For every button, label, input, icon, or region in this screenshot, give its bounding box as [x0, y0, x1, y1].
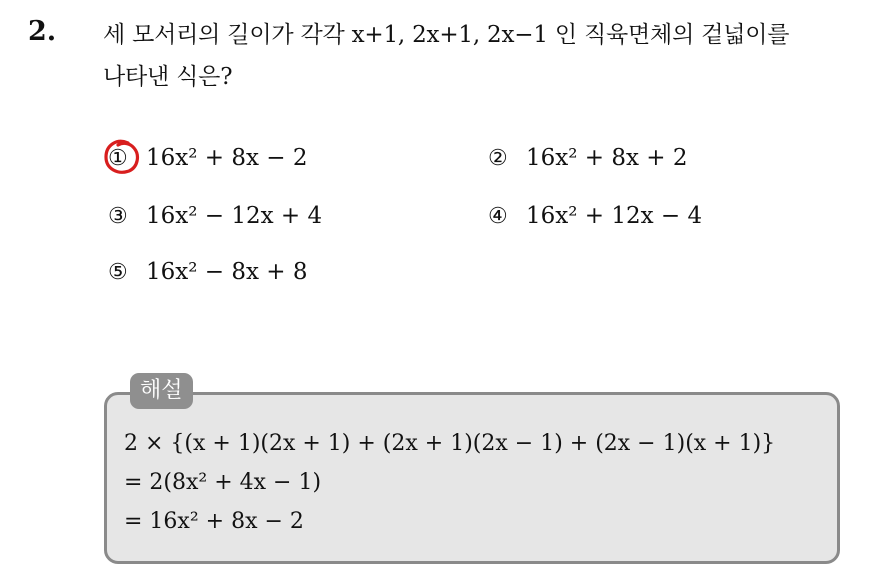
choice-5-expression: 16x² − 8x + 8 [146, 259, 308, 285]
question-text-line-2: 나타낸 식은? [103, 64, 233, 90]
choice-4-expression: 16x² + 12x − 4 [526, 203, 703, 229]
question-text [103, 14, 873, 98]
solution-line-1: 2 × {(x + 1)(2x + 1) + (2x + 1)(2x − 1) + (2x − 1)(x + 1)} [124, 431, 776, 456]
choice-3[interactable] [108, 199, 322, 233]
choice-5[interactable] [108, 255, 307, 289]
choice-4[interactable] [488, 199, 702, 233]
choice-1-number: ① [108, 145, 128, 171]
choice-3-number: ③ [108, 203, 128, 229]
question-number: 2. [28, 16, 57, 47]
answer-circle-stroke [106, 141, 137, 172]
solution-line-3: = 16x² + 8x − 2 [124, 509, 304, 534]
choice-2[interactable] [488, 141, 687, 175]
choice-2-number: ② [488, 145, 508, 171]
choice-2-expression: 16x² + 8x + 2 [526, 145, 688, 171]
solution-line-2: = 2(8x² + 4x − 1) [124, 470, 322, 495]
choice-1-expression: 16x² + 8x − 2 [146, 145, 308, 171]
solution-lines [124, 424, 775, 541]
choice-3-expression: 16x² − 12x + 4 [146, 203, 323, 229]
choice-5-number: ⑤ [108, 259, 128, 285]
solution-tag: 해설 [130, 373, 193, 409]
answer-circle-mark [101, 136, 143, 178]
question-text-line-1: 세 모서리의 길이가 각각 x+1, 2x+1, 2x−1 인 직육면체의 겉넓이를 [103, 22, 790, 48]
choice-4-number: ④ [488, 203, 508, 229]
